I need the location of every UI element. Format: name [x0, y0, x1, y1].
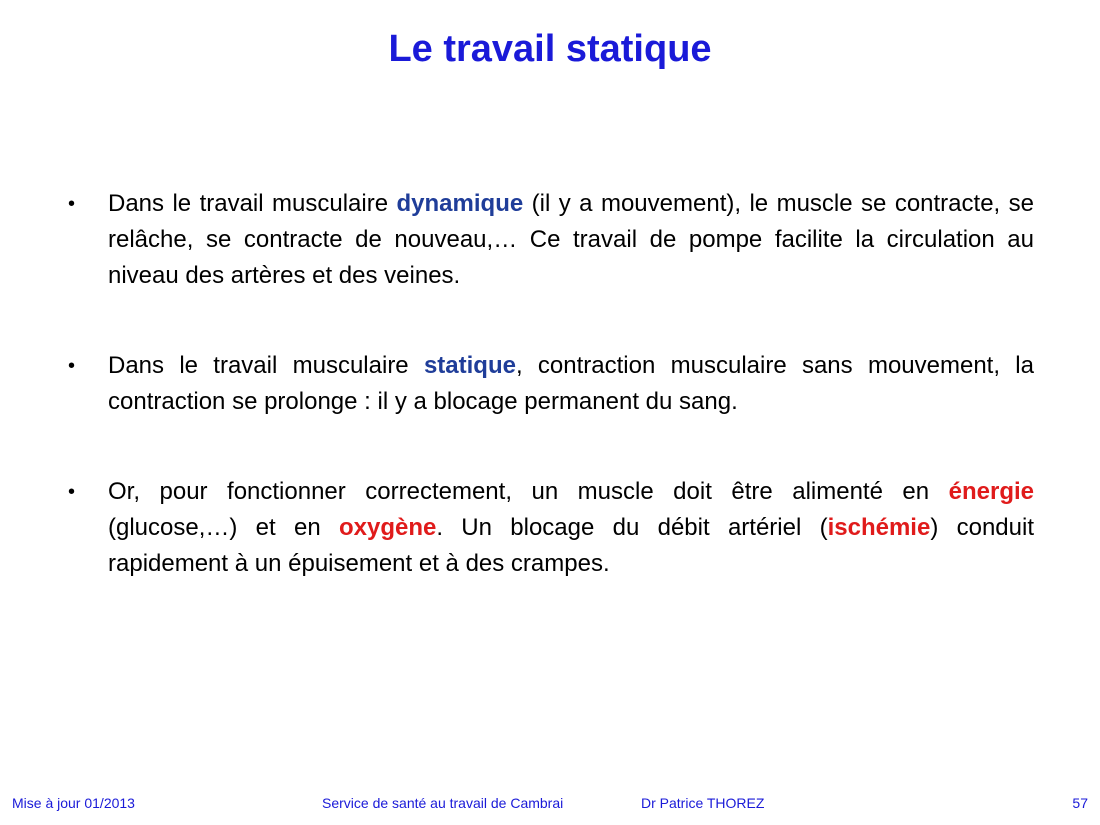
- footer-author: Dr Patrice THOREZ: [641, 795, 765, 811]
- bullet-item-dynamic: [68, 186, 1034, 294]
- keyword-energie: énergie: [948, 478, 1034, 505]
- bullet-dot-icon: •: [68, 193, 76, 215]
- bullet-text: , contraction musculaire sans mouvement, la contraction se prolonge : il y a blocage permanent du sang.: [108, 352, 1034, 415]
- bullet-text: . Un blocage du débit artériel (: [436, 514, 828, 541]
- bullet-text: (il y a mouvement), le muscle se contracte, se relâche, se contracte de nouveau,… Ce travail de pompe facilite la circulation au niveau des artères et des veines.: [108, 190, 1034, 289]
- slide-title: Le travail statique: [388, 28, 712, 70]
- bullet-list: [68, 186, 1034, 582]
- bullet-item-energy: [68, 474, 1034, 582]
- bullet-text: (glucose,…) et en: [108, 514, 339, 541]
- keyword-ischemie: ischémie: [827, 514, 931, 541]
- bullet-text: Dans le travail musculaire: [108, 190, 397, 217]
- keyword-dynamique: dynamique: [396, 190, 524, 217]
- bullet-dot-icon: •: [68, 355, 76, 377]
- bullet-item-static: [68, 348, 1034, 420]
- bullet-text: ) conduit rapidement à un épuisement et à des crampes.: [108, 514, 1035, 577]
- bullet-text: Dans le travail musculaire: [108, 352, 424, 379]
- bullet-dot-icon: •: [68, 481, 76, 503]
- footer-update-date: Mise à jour 01/2013: [12, 795, 135, 811]
- bullet-text: Or, pour fonctionner correctement, un muscle doit être alimenté en: [108, 478, 949, 505]
- keyword-oxygene: oxygène: [338, 514, 437, 541]
- keyword-statique: statique: [423, 352, 516, 379]
- footer-page-number: 57: [1072, 795, 1088, 811]
- footer-service: Service de santé au travail de Cambrai: [322, 795, 564, 811]
